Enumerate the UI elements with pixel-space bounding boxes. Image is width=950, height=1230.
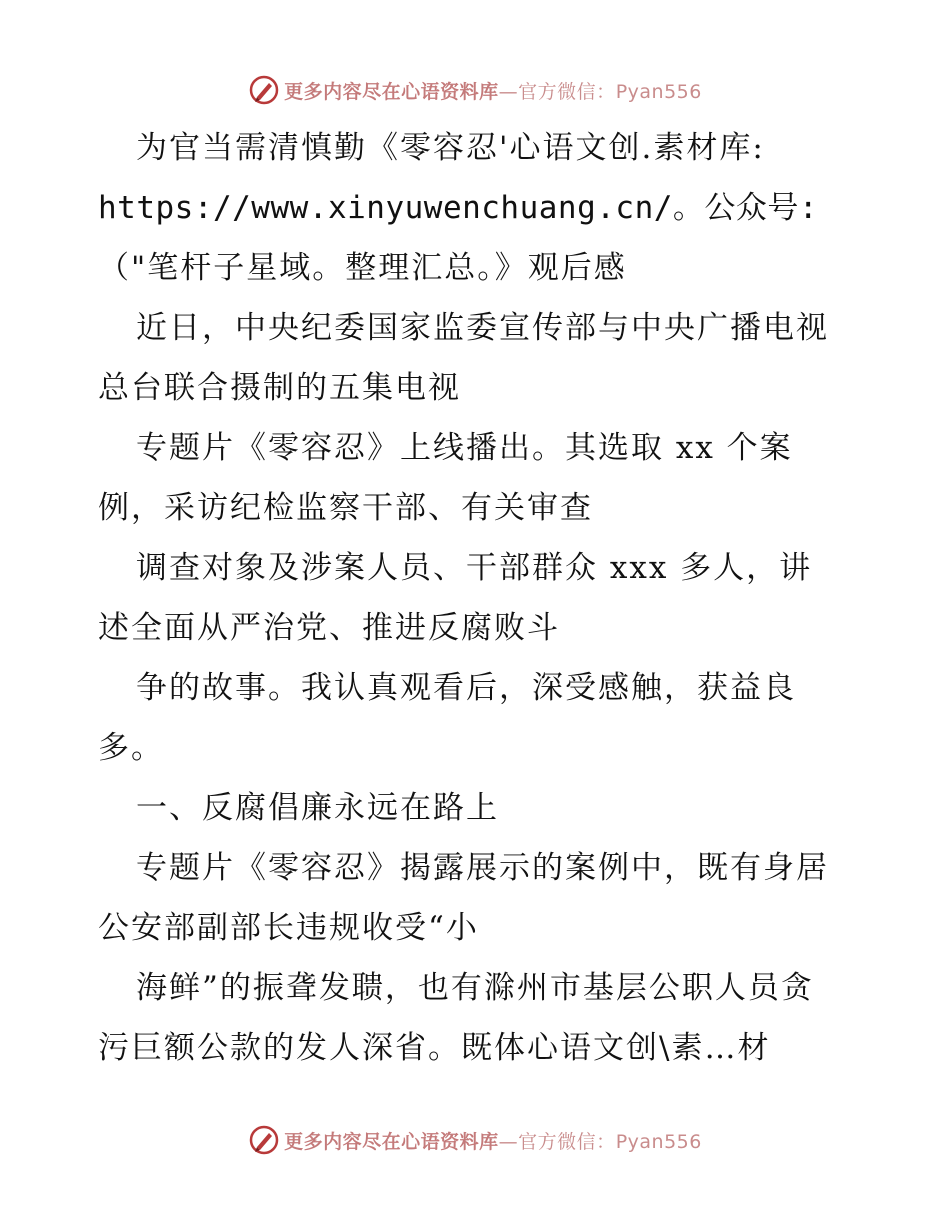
body-line: 总台联合摄制的五集电视 (98, 370, 461, 406)
pen-logo-icon (248, 74, 280, 106)
body-line: 为官当需清慎勤《零容忍'心语文创.素材库: (136, 130, 765, 166)
body-line: 述全面从严治党、推进反腐败斗 (98, 610, 560, 646)
body-line: 专题片《零容忍》揭露展示的案例中，既有身居 (136, 850, 829, 886)
footer-watermark (0, 1120, 950, 1160)
watermark-wechat-id: Pyan556 (615, 80, 702, 103)
watermark-separator: —官方微信： (498, 80, 616, 103)
watermark-site-text: 更多内容尽在心语资料库 (284, 80, 499, 103)
body-line: 专题片《零容忍》上线播出。其选取 xx 个案 (136, 430, 793, 466)
body-line: 争的故事。我认真观看后，深受感触，获益良 (136, 670, 796, 706)
body-line: 多。 (98, 730, 164, 766)
body-line: 海鲜”的振聋发聩，也有滁州市基层公职人员贪 (136, 970, 814, 1006)
watermark-site-text: 更多内容尽在心语资料库 (284, 1130, 499, 1153)
pen-logo-icon (248, 1124, 280, 1156)
body-line: 例，采访纪检监察干部、有关审查 (98, 490, 593, 526)
body-line: 调查对象及涉案人员、干部群众 xxx 多人，讲 (136, 550, 813, 586)
watermark-separator: —官方微信： (498, 1130, 616, 1153)
watermark-wechat-id: Pyan556 (615, 1130, 702, 1153)
body-line: （"笔杆子星域。整理汇总。》观后感 (98, 250, 627, 286)
watermark-text (284, 1127, 702, 1154)
body-line: https://www.xinyuwenchuang.cn/。公众号: (98, 190, 819, 226)
watermark-text (284, 77, 702, 104)
header-watermark (0, 70, 950, 110)
section-heading: 一、反腐倡廉永远在路上 (136, 790, 499, 826)
body-line: 污巨额公款的发人深省。既体心语文创\素…材 (98, 1030, 771, 1066)
document-body (98, 118, 868, 1078)
body-line: 近日，中央纪委国家监委宣传部与中央广播电视 (136, 310, 829, 346)
body-line: 公安部副部长违规收受“小 (98, 910, 479, 946)
